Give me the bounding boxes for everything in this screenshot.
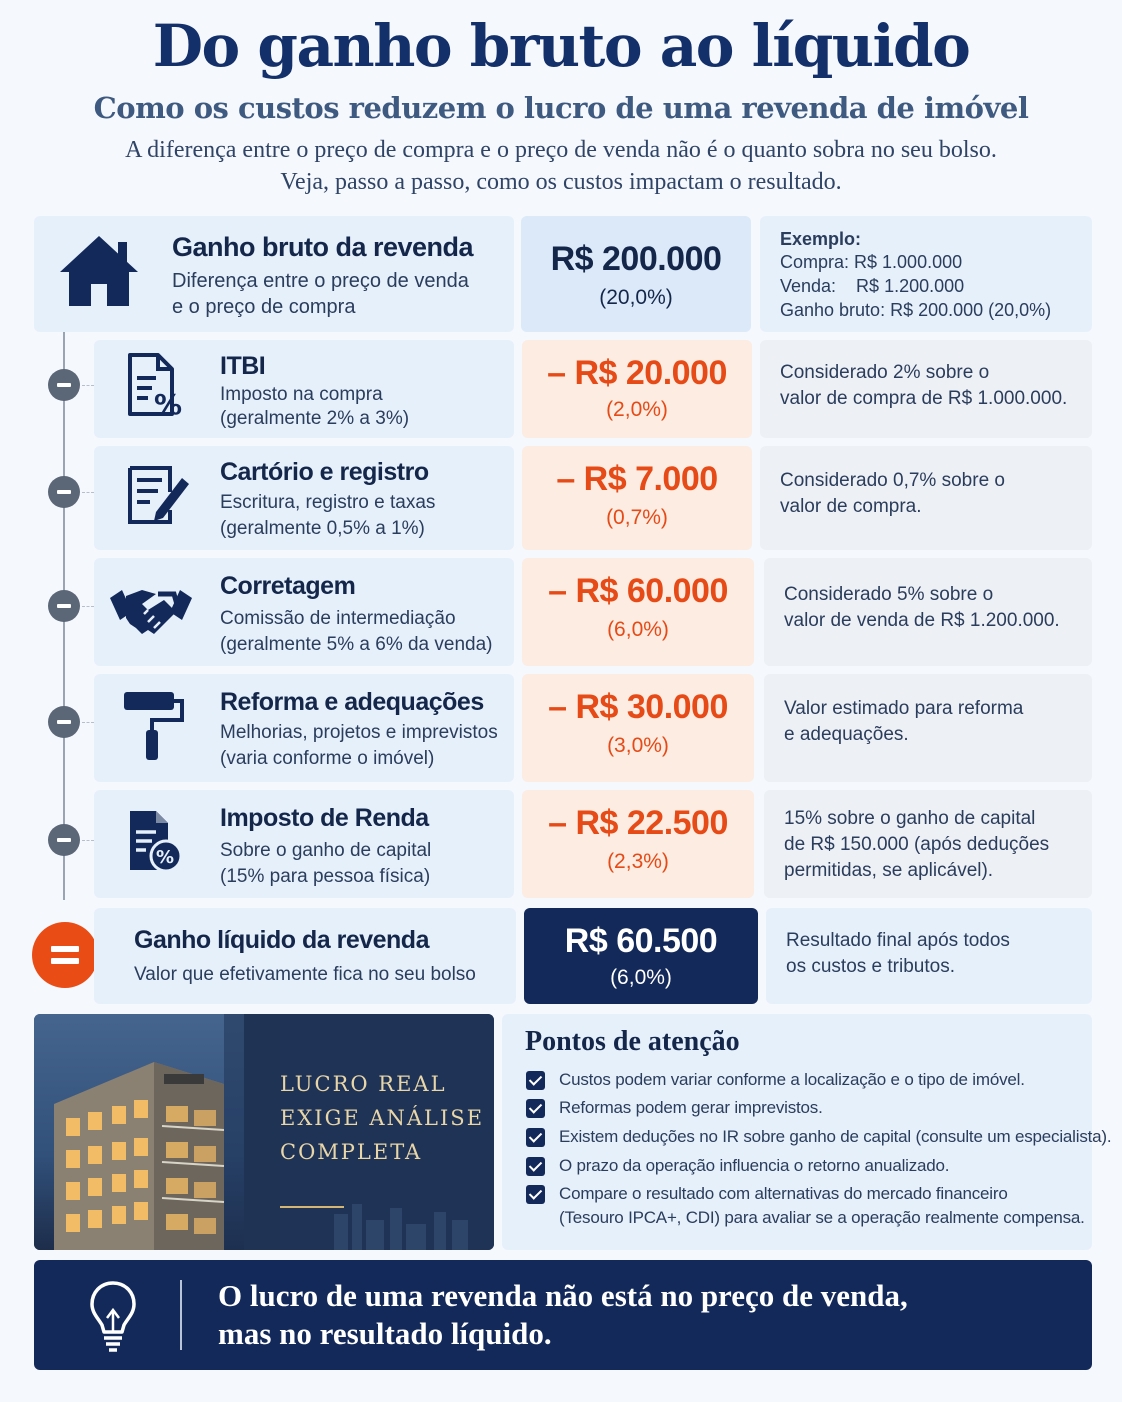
photo-caption-1: LUCRO REAL <box>280 1072 447 1096</box>
attention-item: Reformas podem gerar imprevistos. <box>559 1098 823 1117</box>
page-subtitle: Como os custos reduzem o lucro de uma revenda de imóvel <box>93 91 1029 125</box>
intro-line-1: A diferença entre o preço de compra e o preço de venda não é o quanto sobra no seu bolso. <box>125 137 997 163</box>
photo-caption-2: EXIGE ANÁLISE <box>280 1106 485 1130</box>
gross-label-card <box>34 216 514 332</box>
net-note-1: Resultado final após todos <box>786 930 1010 951</box>
cost-note-1: Considerado 2% sobre o <box>780 362 990 383</box>
cost-card-reforma <box>94 674 514 782</box>
net-value: R$ 60.500 <box>564 922 718 960</box>
example-title: Exemplo: <box>780 229 862 249</box>
svg-text:%: % <box>154 388 183 418</box>
net-pct: (6,0%) <box>610 966 672 989</box>
building-illustration <box>34 1014 494 1250</box>
cost-note-1: Considerado 0,7% sobre o <box>780 470 1005 491</box>
cost-pct: (2,3%) <box>607 850 669 873</box>
gross-desc-1: Diferença entre o preço de venda <box>172 270 469 292</box>
banner-divider <box>180 1280 182 1350</box>
conclusion-banner <box>34 1260 1092 1370</box>
cost-desc-1: Comissão de intermediação <box>220 608 456 629</box>
svg-text:%: % <box>156 847 175 868</box>
cost-value: – R$ 30.000 <box>548 688 728 726</box>
minus-icon <box>48 369 80 401</box>
photo-caption-3: COMPLETA <box>280 1140 423 1164</box>
cost-note-2: valor de compra de R$ 1.000.000. <box>780 388 1068 409</box>
gold-divider <box>280 1206 344 1208</box>
gross-value-card <box>521 216 751 332</box>
lightbulb-icon <box>88 1280 138 1352</box>
net-value-card <box>524 908 758 1004</box>
example-sell: Venda: R$ 1.200.000 <box>780 276 965 296</box>
cost-value: – R$ 7.000 <box>556 460 718 498</box>
attention-item: O prazo da operação influencia o retorno anualizado. <box>559 1156 950 1175</box>
cost-desc-2: (15% para pessoa física) <box>220 866 431 887</box>
income-tax-icon <box>126 808 184 874</box>
cost-note-1: Considerado 5% sobre o <box>784 584 994 605</box>
cost-note-1: Valor estimado para reforma <box>784 698 1024 719</box>
building-photo <box>34 1014 494 1250</box>
gross-value: R$ 200.000 <box>550 240 722 278</box>
example-gross: Ganho bruto: R$ 200.000 (20,0%) <box>780 300 1052 320</box>
cost-value: – R$ 22.500 <box>548 804 728 842</box>
cost-title: Imposto de Renda <box>220 804 429 832</box>
check-icon <box>526 1157 545 1176</box>
minus-icon <box>48 476 80 508</box>
cost-note-card-cartorio <box>760 446 1092 550</box>
cost-title: ITBI <box>220 352 266 380</box>
page-title: Do ganho bruto ao líquido <box>152 12 970 80</box>
cost-pct: (0,7%) <box>606 506 668 529</box>
cost-title: Cartório e registro <box>220 458 429 486</box>
connector <box>82 722 94 723</box>
intro-line-2: Veja, passo a passo, como os custos impactam o resultado. <box>280 169 842 195</box>
paint-roller-icon <box>120 688 186 762</box>
cost-note-card-itbi <box>760 340 1092 438</box>
cost-card-ir <box>94 790 514 898</box>
attention-item: Existem deduções no IR sobre ganho de capital (consulte um especialista). <box>559 1127 1112 1146</box>
cost-value-card-reforma <box>522 674 754 782</box>
minus-icon <box>48 824 80 856</box>
connector <box>82 492 94 493</box>
cost-card-corretagem <box>94 558 514 666</box>
gross-title: Ganho bruto da revenda <box>172 232 474 262</box>
cost-desc-2: (varia conforme o imóvel) <box>220 748 435 769</box>
cost-pct: (3,0%) <box>607 734 669 757</box>
house-icon <box>58 234 140 308</box>
cost-note-2: e adequações. <box>784 724 909 745</box>
cost-pct: (2,0%) <box>606 398 668 421</box>
cost-value-card-itbi <box>522 340 752 438</box>
cost-desc-1: Melhorias, projetos e imprevistos <box>220 722 498 743</box>
header <box>0 6 1122 198</box>
cost-desc-2: (geralmente 5% a 6% da venda) <box>220 634 493 655</box>
banner-line-2: mas no resultado líquido. <box>218 1316 552 1351</box>
cost-note-2: de R$ 150.000 (após deduções <box>784 834 1050 855</box>
banner-line-1: O lucro de uma revenda não está no preço de venda, <box>218 1278 908 1313</box>
minus-icon <box>48 590 80 622</box>
gross-pct: (20,0%) <box>599 286 673 309</box>
check-icon <box>526 1099 545 1118</box>
net-title: Ganho líquido da revenda <box>134 926 429 954</box>
gross-example-card <box>760 216 1092 332</box>
cost-desc-1: Imposto na compra <box>220 384 383 405</box>
equals-icon <box>32 922 98 988</box>
tax-document-icon <box>126 352 184 418</box>
minus-icon <box>48 706 80 738</box>
attention-item-cont: (Tesouro IPCA+, CDI) para avaliar se a operação realmente compensa. <box>559 1208 1085 1227</box>
handshake-icon <box>108 582 194 640</box>
cost-note-card-corretagem <box>764 558 1092 666</box>
cost-note-1: 15% sobre o ganho de capital <box>784 808 1036 829</box>
cost-value: – R$ 20.000 <box>547 354 727 392</box>
attention-title: Pontos de atenção <box>525 1026 740 1057</box>
cost-note-2: valor de venda de R$ 1.200.000. <box>784 610 1060 631</box>
attention-item: Compare o resultado com alternativas do mercado financeiro <box>559 1184 1008 1203</box>
connector <box>82 606 94 607</box>
attention-item: Custos podem variar conforme a localização e o tipo de imóvel. <box>559 1070 1025 1089</box>
net-label-card <box>94 908 516 1004</box>
connector <box>82 385 94 386</box>
cost-title: Reforma e adequações <box>220 688 484 716</box>
check-icon <box>526 1128 545 1147</box>
check-icon <box>526 1185 545 1204</box>
cost-note-3: permitidas, se aplicável). <box>784 860 994 881</box>
cost-card-cartorio <box>94 446 514 550</box>
net-note-2: os custos e tributos. <box>786 956 955 977</box>
cost-desc-2: (geralmente 2% a 3%) <box>220 408 410 429</box>
document-pen-icon <box>126 464 192 526</box>
net-note-card <box>766 908 1092 1004</box>
cost-value: – R$ 60.000 <box>548 572 728 610</box>
example-buy: Compra: R$ 1.000.000 <box>780 252 963 272</box>
connector <box>82 840 94 841</box>
cost-value-card-ir <box>522 790 754 898</box>
cost-title: Corretagem <box>220 572 356 600</box>
cost-desc-1: Sobre o ganho de capital <box>220 840 432 861</box>
check-icon <box>526 1071 545 1090</box>
cost-note-card-reforma <box>764 674 1092 782</box>
cost-value-card-corretagem <box>522 558 754 666</box>
cost-desc-2: (geralmente 0,5% a 1%) <box>220 518 425 539</box>
cost-note-card-ir <box>764 790 1092 898</box>
cost-note-2: valor de compra. <box>780 496 922 517</box>
cost-pct: (6,0%) <box>607 618 669 641</box>
cost-desc-1: Escritura, registro e taxas <box>220 492 436 513</box>
net-desc: Valor que efetivamente fica no seu bolso <box>134 964 476 985</box>
gross-desc-2: e o preço de compra <box>172 296 356 318</box>
cost-value-card-cartorio <box>522 446 752 550</box>
cost-card-itbi <box>94 340 514 438</box>
